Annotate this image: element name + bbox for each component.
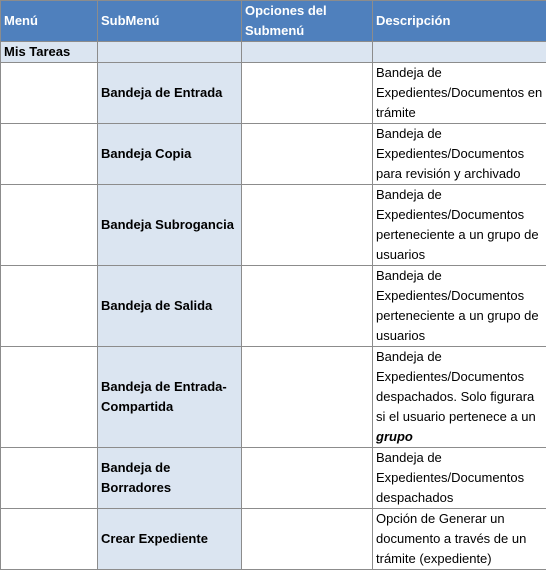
section-label: Mis Tareas: [1, 42, 98, 63]
menu-cell: [1, 266, 98, 347]
submenu-cell: Bandeja de Borradores: [98, 448, 242, 509]
submenu-cell: Bandeja de Entrada-Compartida: [98, 347, 242, 448]
section-row: [1, 42, 546, 63]
descripcion-text: Bandeja de Expedientes/Documentos despachados. Solo figurara si el usuario pertenece a un: [376, 349, 536, 424]
table-row: [1, 448, 546, 509]
opciones-cell: [242, 347, 373, 448]
descripcion-cell: Bandeja de Expedientes/Documentos perteneciente a un grupo de usuarios: [373, 185, 546, 266]
submenu-cell: Bandeja Subrogancia: [98, 185, 242, 266]
opciones-cell: [242, 509, 373, 570]
menu-cell: [1, 185, 98, 266]
opciones-cell: [242, 185, 373, 266]
opciones-cell: [242, 448, 373, 509]
submenu-cell: Bandeja de Entrada: [98, 63, 242, 124]
menu-cell: [1, 347, 98, 448]
table-row: [1, 124, 546, 185]
table-row: [1, 266, 546, 347]
menu-cell: [1, 448, 98, 509]
header-opciones: Opciones del Submenú: [242, 1, 373, 42]
header-submenu: SubMenú: [98, 1, 242, 42]
section-cell: [242, 42, 373, 63]
submenu-cell: Bandeja de Salida: [98, 266, 242, 347]
descripcion-cell: Bandeja de Expedientes/Documentos para revisión y archivado: [373, 124, 546, 185]
menu-cell: [1, 124, 98, 185]
table-row: [1, 63, 546, 124]
descripcion-cell: Bandeja de Expedientes/Documentos en trámite: [373, 63, 546, 124]
opciones-cell: [242, 63, 373, 124]
menu-cell: [1, 509, 98, 570]
table-row: [1, 185, 546, 266]
submenu-cell: Crear Expediente: [98, 509, 242, 570]
section-cell: [98, 42, 242, 63]
opciones-cell: [242, 124, 373, 185]
submenu-cell: Bandeja Copia: [98, 124, 242, 185]
descripcion-emphasis: grupo: [376, 429, 413, 444]
table-row: [1, 347, 546, 448]
descripcion-cell: [373, 347, 546, 448]
menu-cell: [1, 63, 98, 124]
header-menu: Menú: [1, 1, 98, 42]
section-cell: [373, 42, 546, 63]
table-header-row: [1, 1, 546, 42]
descripcion-cell: Opción de Generar un documento a través de un trámite (expediente): [373, 509, 546, 570]
descripcion-cell: Bandeja de Expedientes/Documentos despachados: [373, 448, 546, 509]
table-row: [1, 509, 546, 570]
header-descripcion: Descripción: [373, 1, 546, 42]
descripcion-cell: Bandeja de Expedientes/Documentos perteneciente a un grupo de usuarios: [373, 266, 546, 347]
opciones-cell: [242, 266, 373, 347]
